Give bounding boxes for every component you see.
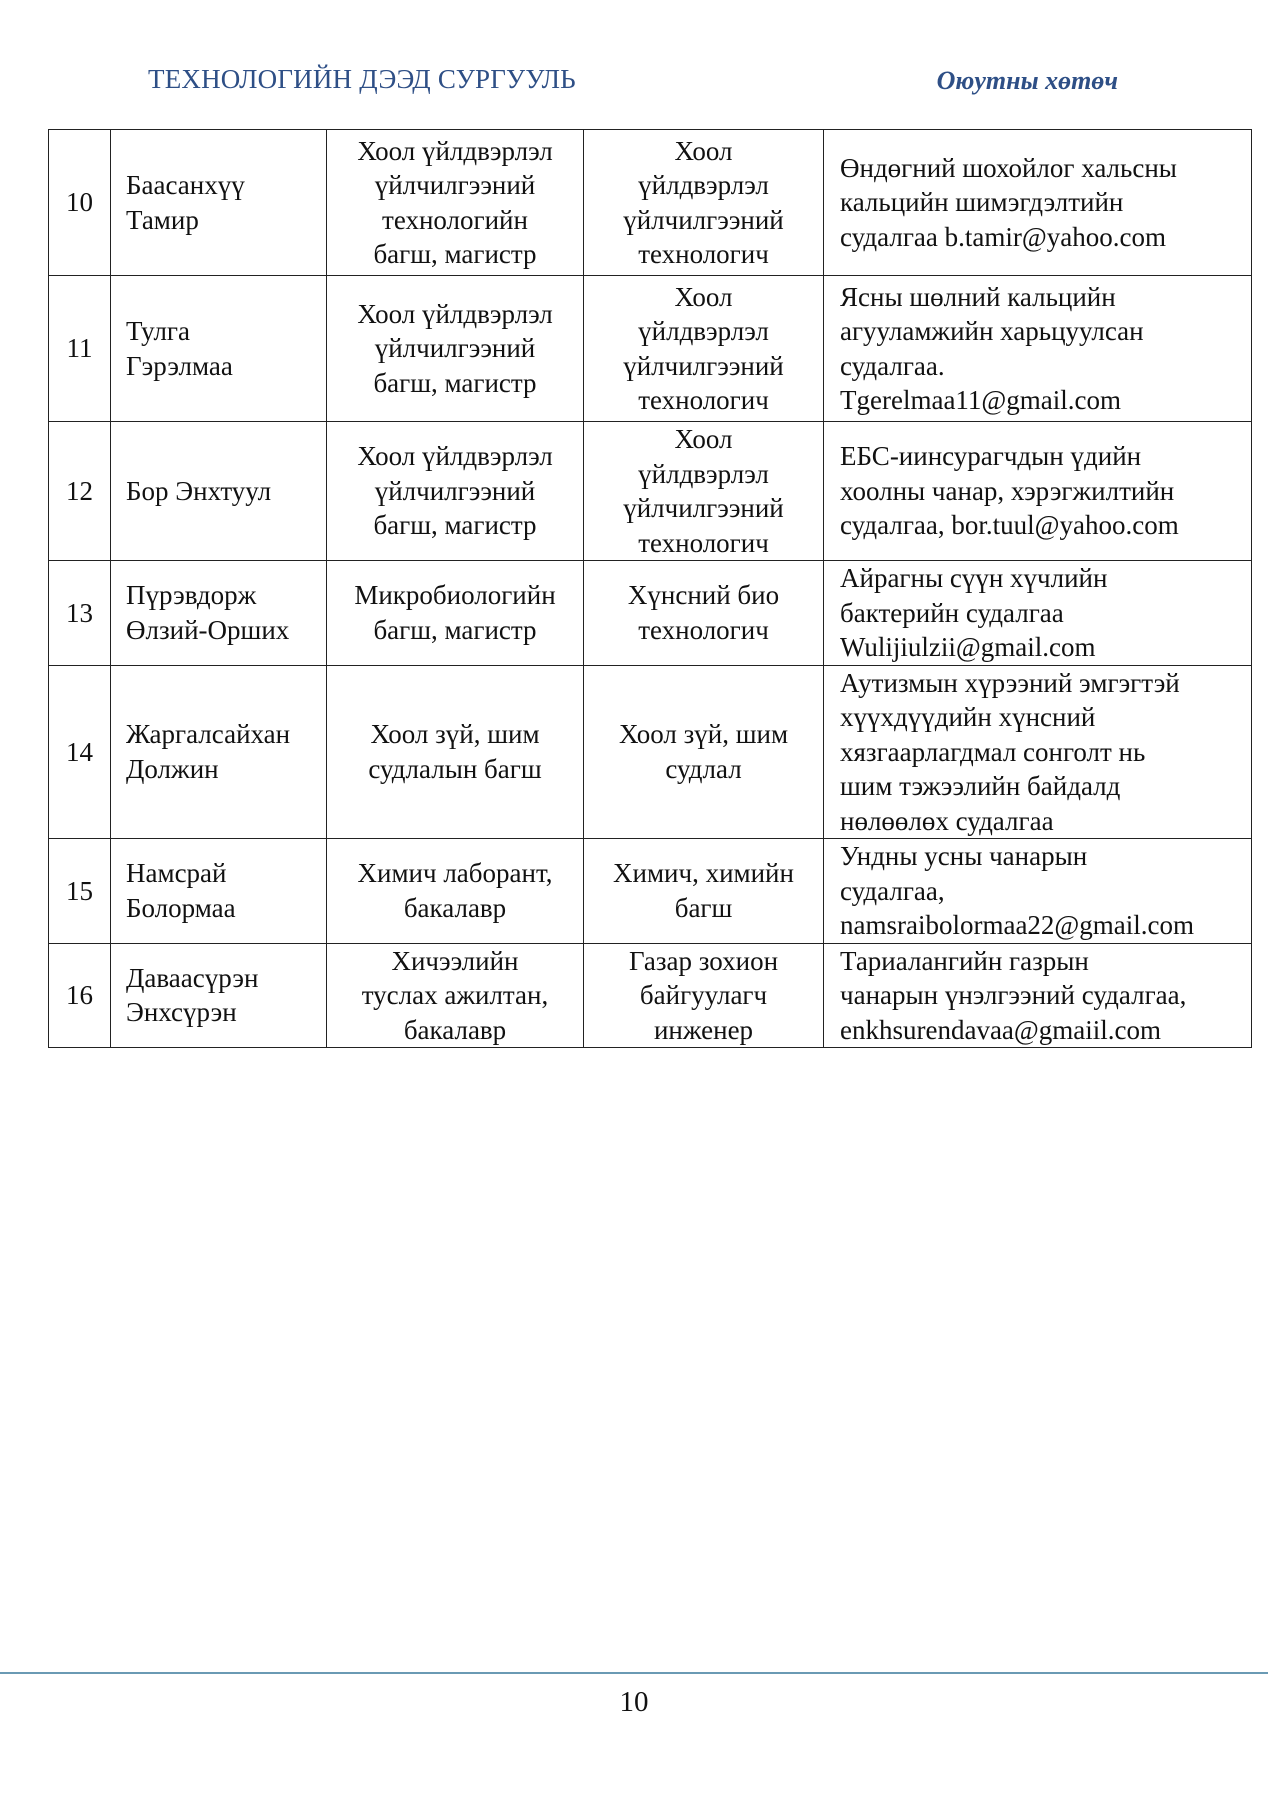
staff-position-line: туслах ажилтан,	[361, 980, 549, 1010]
staff-table	[48, 129, 1252, 1048]
research-topic-line: Аутизмын хүрээний эмгэгтэй	[840, 667, 1180, 698]
staff-position-line: Микробиологийн	[354, 580, 556, 611]
table-row	[49, 422, 1252, 561]
staff-specialty	[584, 839, 824, 944]
staff-position-line: багш, магистр	[373, 510, 537, 541]
staff-specialty	[584, 561, 824, 666]
staff-name-line: Энхсүрэн	[126, 997, 237, 1028]
staff-specialty-line: үйлчилгээний	[623, 204, 784, 235]
staff-name	[111, 665, 327, 839]
staff-name	[111, 561, 327, 666]
row-number: 15	[49, 839, 111, 944]
staff-specialty-line: технологич	[638, 239, 769, 269]
staff-position-line: багш, магистр	[373, 239, 537, 269]
staff-name	[111, 130, 327, 276]
staff-specialty-line: үйлдвэрлэл	[638, 316, 769, 346]
research-topic-line: шим тэжээлийн байдалд	[840, 771, 1121, 801]
staff-position-line: судлалын багш	[368, 753, 542, 784]
staff-position	[327, 276, 584, 422]
staff-position-line: багш, магистр	[373, 614, 537, 645]
staff-specialty-line: Химич, химийн	[613, 858, 794, 889]
staff-position-line: Хоол үйлдвэрлэл	[357, 441, 553, 472]
staff-name	[111, 839, 327, 944]
research-topic-line: судалгаа b.tamir@yahoo.com	[840, 221, 1166, 252]
staff-position-line: үйлчилгээний	[374, 170, 536, 200]
staff-position-line: бакалавр	[403, 892, 507, 923]
research-topic-line: нөлөөлөх судалгаа	[840, 805, 1054, 836]
row-number: 16	[49, 943, 111, 1048]
research-topic-line: Ясны шөлний кальцийн	[840, 281, 1116, 312]
research-topic-line: хүүхдүүдийн хүнсний	[840, 702, 1096, 732]
staff-position-line: бакалавр	[403, 1014, 507, 1045]
staff-specialty-line: Хоол	[674, 424, 733, 454]
staff-name-line: Баасанхүү	[126, 170, 245, 200]
staff-position	[327, 561, 584, 666]
row-number: 13	[49, 561, 111, 666]
staff-specialty-line: үйлчилгээний	[623, 350, 784, 381]
research-topic-line: судалгаа, bor.tuul@yahoo.com	[840, 510, 1179, 541]
staff-position-line: Хоол үйлдвэрлэл	[357, 298, 553, 329]
staff-specialty-line: судлал	[665, 753, 742, 784]
staff-position-line: Хоол үйлдвэрлэл	[357, 135, 553, 166]
staff-position-line: Химич лаборант,	[357, 858, 553, 889]
research-topic-line: Wulijiulzii@gmail.com	[840, 632, 1096, 662]
staff-specialty-line: багш	[674, 892, 733, 923]
staff-position	[327, 130, 584, 276]
staff-name-line: Тулга	[126, 316, 190, 346]
research-topic	[824, 665, 1252, 839]
staff-specialty-line: технологич	[638, 614, 769, 645]
research-topic-line: агууламжийн харьцуулсан	[840, 316, 1144, 346]
research-topic-line: Өндөгний шохойлог хальсны	[840, 152, 1177, 183]
staff-position-line: багш, магистр	[373, 367, 537, 398]
research-topic	[824, 130, 1252, 276]
table-row	[49, 943, 1252, 1048]
footer-divider	[0, 1672, 1268, 1674]
staff-name-line: Жаргалсайхан	[126, 719, 291, 750]
staff-specialty-line: Хүнсний био	[627, 580, 780, 611]
staff-table-body	[49, 130, 1252, 1048]
research-topic-line: namsraibolormaa22@gmail.com	[840, 910, 1195, 940]
research-topic-line: бактерийн судалгаа	[840, 597, 1064, 628]
staff-position-line: Хичээлийн	[391, 945, 519, 976]
staff-position-line: технологийн	[382, 204, 528, 235]
research-topic-line: судалгаа,	[840, 875, 945, 906]
research-topic-line: хязгаарлагдмал сонголт нь	[840, 736, 1146, 767]
row-number: 11	[49, 276, 111, 422]
staff-specialty-line: байгуулагч	[639, 980, 768, 1010]
staff-name-line: Болормаа	[126, 892, 236, 923]
staff-name	[111, 276, 327, 422]
row-number: 12	[49, 422, 111, 561]
staff-specialty	[584, 130, 824, 276]
research-topic-line: хоолны чанар, хэрэгжилтийн	[840, 475, 1175, 506]
staff-name-line: Должин	[126, 753, 219, 784]
research-topic	[824, 422, 1252, 561]
staff-specialty	[584, 422, 824, 561]
staff-position	[327, 422, 584, 561]
research-topic-line: судалгаа.	[840, 350, 945, 381]
staff-specialty-line: технологич	[638, 385, 769, 415]
row-number: 14	[49, 665, 111, 839]
table-row	[49, 665, 1252, 839]
research-topic-line: Тариалангийн газрын	[840, 945, 1089, 976]
research-topic	[824, 839, 1252, 944]
staff-specialty	[584, 943, 824, 1048]
research-topic-line: ЕБС-иинсурагчдын үдийн	[840, 441, 1142, 472]
table-row	[49, 839, 1252, 944]
research-topic-line: Ундны усны чанарын	[840, 841, 1088, 871]
staff-name-line: Тамир	[126, 204, 199, 235]
staff-position-line: үйлчилгээний	[374, 475, 536, 506]
staff-position	[327, 665, 584, 839]
research-topic-line: Айрагны сүүн хүчлийн	[840, 563, 1108, 593]
staff-specialty-line: инженер	[653, 1014, 754, 1045]
research-topic	[824, 276, 1252, 422]
staff-specialty	[584, 276, 824, 422]
staff-specialty-line: Хоол	[674, 281, 733, 312]
staff-name-line: Намсрай	[126, 858, 227, 889]
table-row	[49, 276, 1252, 422]
staff-specialty-line: Газар зохион	[628, 945, 779, 976]
staff-specialty	[584, 665, 824, 839]
table-row	[49, 130, 1252, 276]
staff-name	[111, 943, 327, 1048]
research-topic-line: кальцийн шимэгдэлтийн	[840, 187, 1124, 218]
staff-specialty-line: технологич	[638, 527, 769, 558]
staff-specialty-line: Хоол зүй, шим	[618, 719, 789, 750]
header-institution: ТЕХНОЛОГИЙН ДЭЭД СУРГУУЛЬ	[148, 64, 576, 94]
staff-specialty-line: Хоол	[674, 135, 733, 166]
staff-position	[327, 839, 584, 944]
page-number: 10	[619, 1686, 649, 1718]
research-topic-line: Tgerelmaa11@gmail.com	[840, 385, 1122, 415]
staff-name-line: Пүрэвдорж	[126, 580, 257, 611]
staff-name-line: Даваасүрэн	[126, 962, 259, 993]
staff-position-line: үйлчилгээний	[374, 333, 536, 364]
staff-position	[327, 943, 584, 1048]
staff-name-line: Бор Энхтуул	[126, 475, 272, 506]
research-topic-line: enkhsurendavaa@gmaiil.com	[840, 1014, 1162, 1045]
row-number: 10	[49, 130, 111, 276]
header-document-title: Оюутны хөтөч	[936, 66, 1118, 95]
staff-position-line: Хоол зүй, шим	[370, 719, 540, 750]
research-topic-line: чанарын үнэлгээний судалгаа,	[840, 980, 1187, 1010]
staff-name	[111, 422, 327, 561]
staff-name-line: Өлзий-Орших	[126, 614, 290, 645]
staff-specialty-line: үйлдвэрлэл	[638, 458, 769, 489]
staff-specialty-line: үйлчилгээний	[623, 493, 784, 523]
staff-specialty-line: үйлдвэрлэл	[638, 170, 769, 200]
research-topic	[824, 943, 1252, 1048]
table-row	[49, 561, 1252, 666]
staff-name-line: Гэрэлмаа	[126, 350, 233, 381]
research-topic	[824, 561, 1252, 666]
